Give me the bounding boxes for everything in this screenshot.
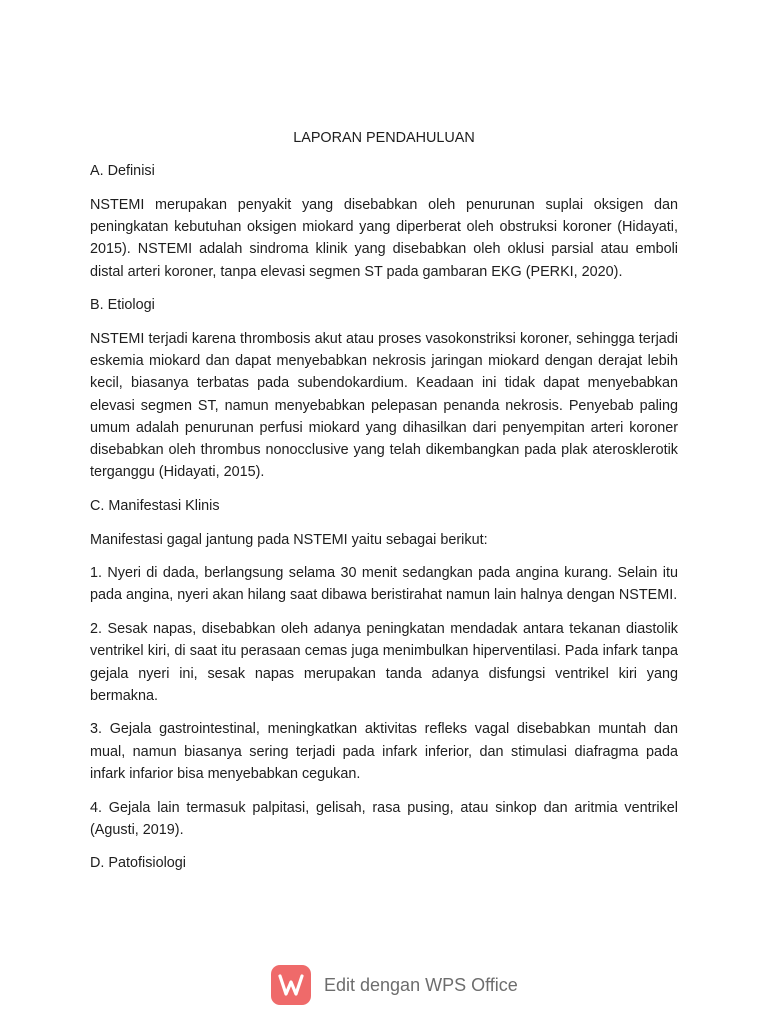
list-item: 3. Gejala gastrointestinal, meningkatkan aktivitas refleks vagal disebabkan muntah dan mual, namun biasanya sering terjadi pada infark inferior, dan stimulasi diafragma pada infark infarior bisa menyebabkan cegukan. [90, 721, 678, 782]
section-etiologi [90, 294, 678, 483]
section-heading: C. Manifestasi Klinis [90, 497, 220, 514]
section-definisi [90, 160, 678, 283]
section-manifestasi-klinis [90, 495, 678, 841]
section-heading: A. Definisi [90, 163, 155, 180]
list-item: 4. Gejala lain termasuk palpitasi, gelisah, rasa pusing, atau sinkop dan aritmia ventrikel (Agusti, 2019). [90, 799, 678, 838]
list-item: 2. Sesak napas, disebabkan oleh adanya peningkatan mendadak antara tekanan diastolik ventrikel kiri, di saat itu perasaan cemas juga menimbulkan hiperventilasi. Pada infark tanpa gejala nyeri ini, sesak napas merupakan tanda adanya disfungsi ventrikel kiri yang bermakna. [90, 621, 678, 704]
edit-with-wps-label: Edit dengan WPS Office [324, 974, 518, 995]
list-item: 1. Nyeri di dada, berlangsung selama 30 menit sedangkan pada angina kurang. Selain itu pada angina, nyeri akan hilang saat dibawa beristirahat namun lain halnya dengan NSTEMI. [90, 565, 678, 604]
edit-with-wps-banner[interactable] [271, 965, 518, 1005]
section-patofisiologi [90, 852, 678, 874]
paragraph: Manifestasi gagal jantung pada NSTEMI yaitu sebagai berikut: [90, 531, 488, 548]
section-heading: D. Patofisiologi [90, 855, 186, 872]
section-heading: B. Etiologi [90, 297, 155, 314]
paragraph: NSTEMI terjadi karena thrombosis akut atau proses vasokonstriksi koroner, sehingga terjadi eskemia miokard dan dapat menyebabkan nekrosis jaringan miokard dengan derajat lebih kecil, biasanya terbatas pada subendokardium. Keadaan ini tidak dapat menyebabkan elevasi segmen ST, namun menyebabkan pelepasan penanda nekrosis. Penyebab paling umum adalah penurunan perfusi miokard yang dihasilkan dari penyempitan arteri koroner disebabkan oleh thrombus nonocclusive yang telah dikembangkan pada plak aterosklerotik terganggu (Hidayati, 2015). [90, 330, 678, 481]
wps-office-icon [271, 965, 311, 1005]
document-title: LAPORAN PENDAHULUAN [293, 130, 475, 146]
paragraph: NSTEMI merupakan penyakit yang disebabkan oleh penurunan suplai oksigen dan peningkatan kebutuhan oksigen miokard yang diperberat oleh obstruksi koroner (Hidayati, 2015). NSTEMI adalah sindroma klinik yang disebabkan oleh oklusi parsial atau emboli distal arteri koroner, tanpa elevasi segmen ST pada gambaran EKG (PERKI, 2020). [90, 196, 678, 280]
document-page [90, 127, 678, 886]
